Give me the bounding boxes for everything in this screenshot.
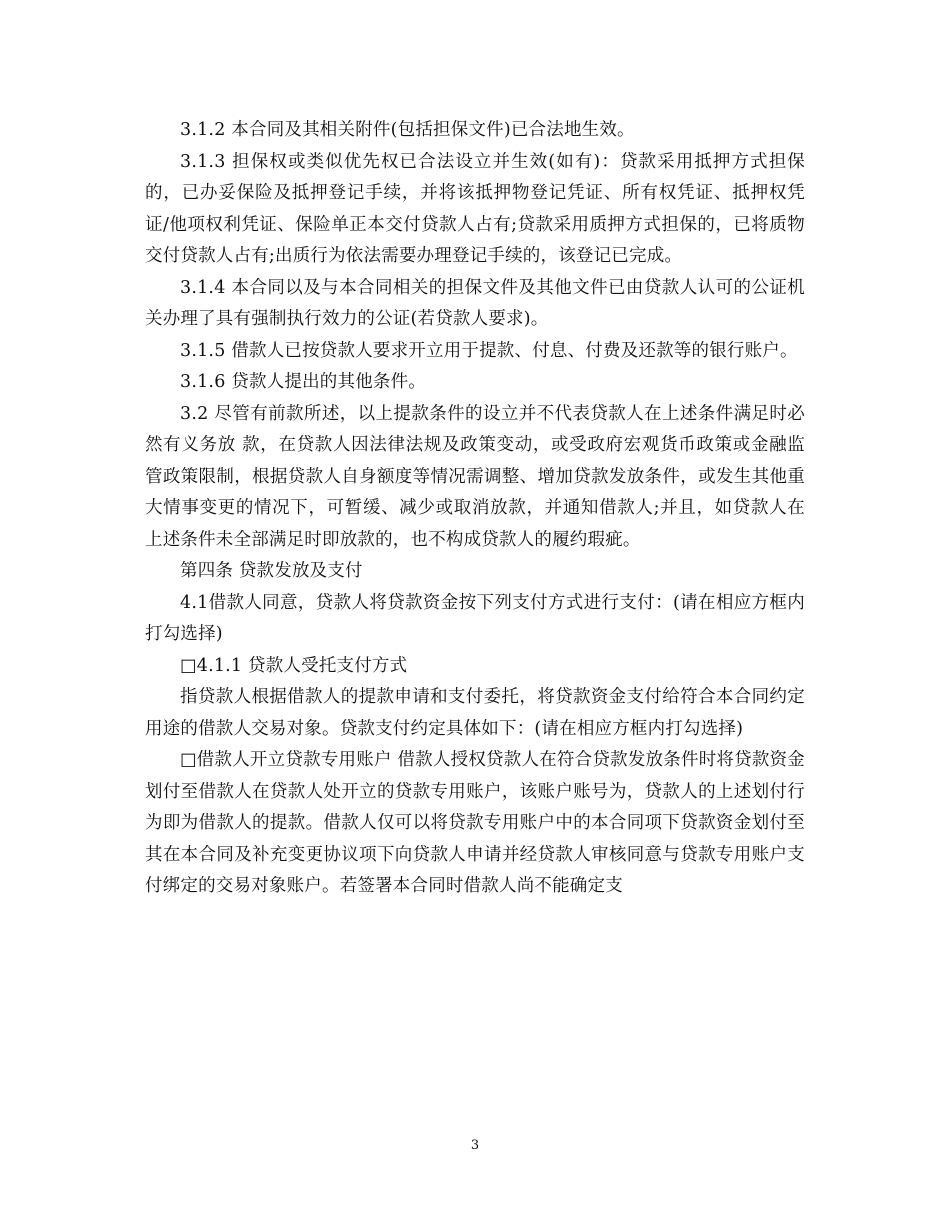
clause-4-1-1-description: 指贷款人根据借款人的提款申请和支付委托，将贷款资金支付给符合本合同约定用途的借款人交易对象。贷款支付约定具体如下：(请在相应方框内打勾选择) <box>145 687 805 739</box>
document-body <box>145 115 805 903</box>
dedicated-account-option: □借款人开立贷款专用账户 借款人授权贷款人在符合贷款发放条件时将贷款资金划付至借款人在贷款人处开立的贷款专用账户，该账户账号为，贷款人的上述划付行为即为借款人的提款。借款人仅可以将贷款专用账户中的本合同项下贷款资金划付至其在本合同及补充变更协议项下向贷款人申请并经贷款人审核同意与贷款专用账户支付绑定的交易对象账户。若签署本合同时借款人尚不能确定支 <box>145 750 805 896</box>
page-number: 3 <box>470 1138 480 1153</box>
clause-3-1-4: 3.1.4 本合同以及与本合同相关的担保文件及其他文件已由贷款人认可的公证机关办理了具有强制执行效力的公证(若贷款人要求)。 <box>145 277 805 329</box>
clause-3-1-6: 3.1.6 贷款人提出的其他条件。 <box>180 372 426 392</box>
clause-3-2: 3.2 尽管有前款所述，以上提款条件的设立并不代表贷款人在上述条件满足时必然有义务放 款，在贷款人因法律法规及政策变动，或受政府宏观货币政策或金融监管政策限制，根据贷款人自身额度等情况需调整、增加贷款发放条件，或发生其他重大情事变更的情况下，可暂缓、减少或取消放款，并通知借款人;并且，如贷款人在上述条件未全部满足时即放款的，也不构成贷款人的履约瑕疵。 <box>145 403 805 550</box>
clause-4-1: 4.1借款人同意，贷款人将贷款资金按下列支付方式进行支付：(请在相应方框内打勾选择) <box>145 592 805 644</box>
clause-4-1-1-option: □4.1.1 贷款人受托支付方式 <box>180 655 408 676</box>
clause-3-1-3: 3.1.3 担保权或类似优先权已合法设立并生效(如有)：贷款采用抵押方式担保的，已办妥保险及抵押登记手续，并将该抵押物登记凭证、所有权凭证、抵押权凭证/他项权利凭证、保险单正本交付贷款人占有;贷款采用质押方式担保的，已将质物交付贷款人占有;出质行为依法需要办理登记手续的，该登记已完成。 <box>145 151 805 266</box>
clause-3-1-5: 3.1.5 借款人已按贷款人要求开立用于提款、付息、付费及还款等的银行账户。 <box>180 340 798 361</box>
clause-3-1-2: 3.1.2 本合同及其相关附件(包括担保文件)已合法地生效。 <box>180 120 635 140</box>
article-4-heading: 第四条 贷款发放及支付 <box>180 561 363 581</box>
